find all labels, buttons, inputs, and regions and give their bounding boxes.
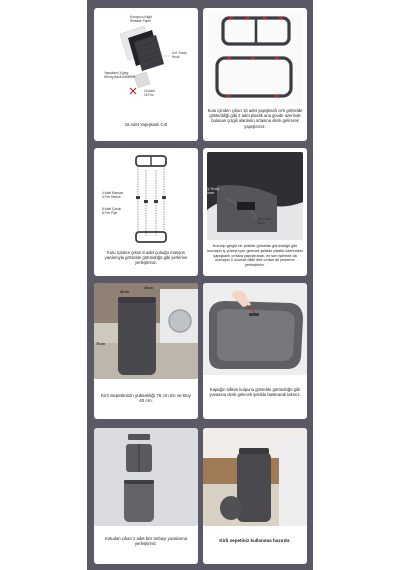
count-label: 16 Adet <box>144 89 155 93</box>
step8-caption: Kirli sepetiniz kullanıma hazırdır. <box>219 538 291 543</box>
label-hook-en: Hook <box>172 54 180 59</box>
dim-depth: 40 cm <box>144 286 154 290</box>
step6-photo <box>203 283 307 375</box>
label-release-paper-en: Release Paper <box>130 18 152 23</box>
label-pipe: 8 Adet Çubuk <box>102 207 122 211</box>
dim-width: 40 cm <box>120 290 130 294</box>
label-pipe-en: 8 Pcs Pipe <box>102 210 118 215</box>
step4-photo <box>207 152 303 240</box>
step1-panel <box>94 8 198 141</box>
label-hook: Cırt Yüzey <box>172 51 187 55</box>
label-sleeve-en: 4 Pcs Sleeve <box>102 194 121 199</box>
step8-panel <box>203 428 307 564</box>
step2-illustration <box>207 12 303 104</box>
step5-caption: Kirli Sepetimizin yüksekliği 76 cm En ve Boy 40 cm. <box>101 393 191 404</box>
step7-caption: Kutudan çıkan 2 adet bez torbayı yuvalarına yerleştiriniz. <box>105 536 187 547</box>
step7-panel <box>94 428 198 564</box>
label-adhesive: Yapışkanlı Yüzey <box>104 71 129 75</box>
label-sleeve: 4 Adet Manşon <box>102 191 124 195</box>
step2-caption: Kutu içinden çıkan 16 adet yapışkanlı cırtı görselde gösterildiği gibi 2 adet plastik ana govde üzerinde bulunan çizgili alanların ortasına denk getirerek yapıştırınız. <box>207 108 303 129</box>
step2-panel <box>203 8 307 141</box>
step6-panel <box>203 283 307 419</box>
label-inner: İç Yüzey <box>207 187 220 191</box>
step6-caption: Kapağın silikon kulpunu görselde göründüğü gibi yuvasına denk gelecek şekilde bastırarak takınız. <box>209 387 301 398</box>
label-inner-en: Inner <box>207 190 215 195</box>
step3-caption: Kutu içinden çıkan 8 adet çubuğu manşon yardımıyla görselde göründüğü gibi yerlerine yerleştiriniz. <box>104 250 188 266</box>
label-adhesive-en: Strong Back Adhesive <box>104 74 136 79</box>
count-label-en: 16 Pcs <box>144 92 154 97</box>
instruction-sheet <box>87 0 313 570</box>
label-outer: Dış Yüzey <box>257 217 272 221</box>
step4-caption: Kumaşı gergin bir şekilde görselde göründüğü gibi kumaşın iç yüzeyi içeri gelecek şekilde plastik üzerindeki yapışkanlı cırtlara yapıştırarak, en son işlemde da kumaşın 2 ucunda dikili dört cırtları ali yerlerine yerleştiriniz. <box>207 244 303 268</box>
label-release-paper: Koruyucu Kağıt <box>130 15 152 19</box>
step1-caption: 16 Adet Yapışkanlı Cırt <box>124 122 168 127</box>
step7-photo <box>94 428 198 526</box>
step4-panel <box>203 148 307 276</box>
dim-height: 76 cm <box>96 342 106 346</box>
cross-mark-icon <box>130 88 136 94</box>
step8-photo <box>203 428 307 526</box>
step5-photo <box>94 283 198 379</box>
step3-panel <box>94 148 198 276</box>
step5-panel <box>94 283 198 419</box>
label-outer-en: Outer <box>257 220 265 225</box>
